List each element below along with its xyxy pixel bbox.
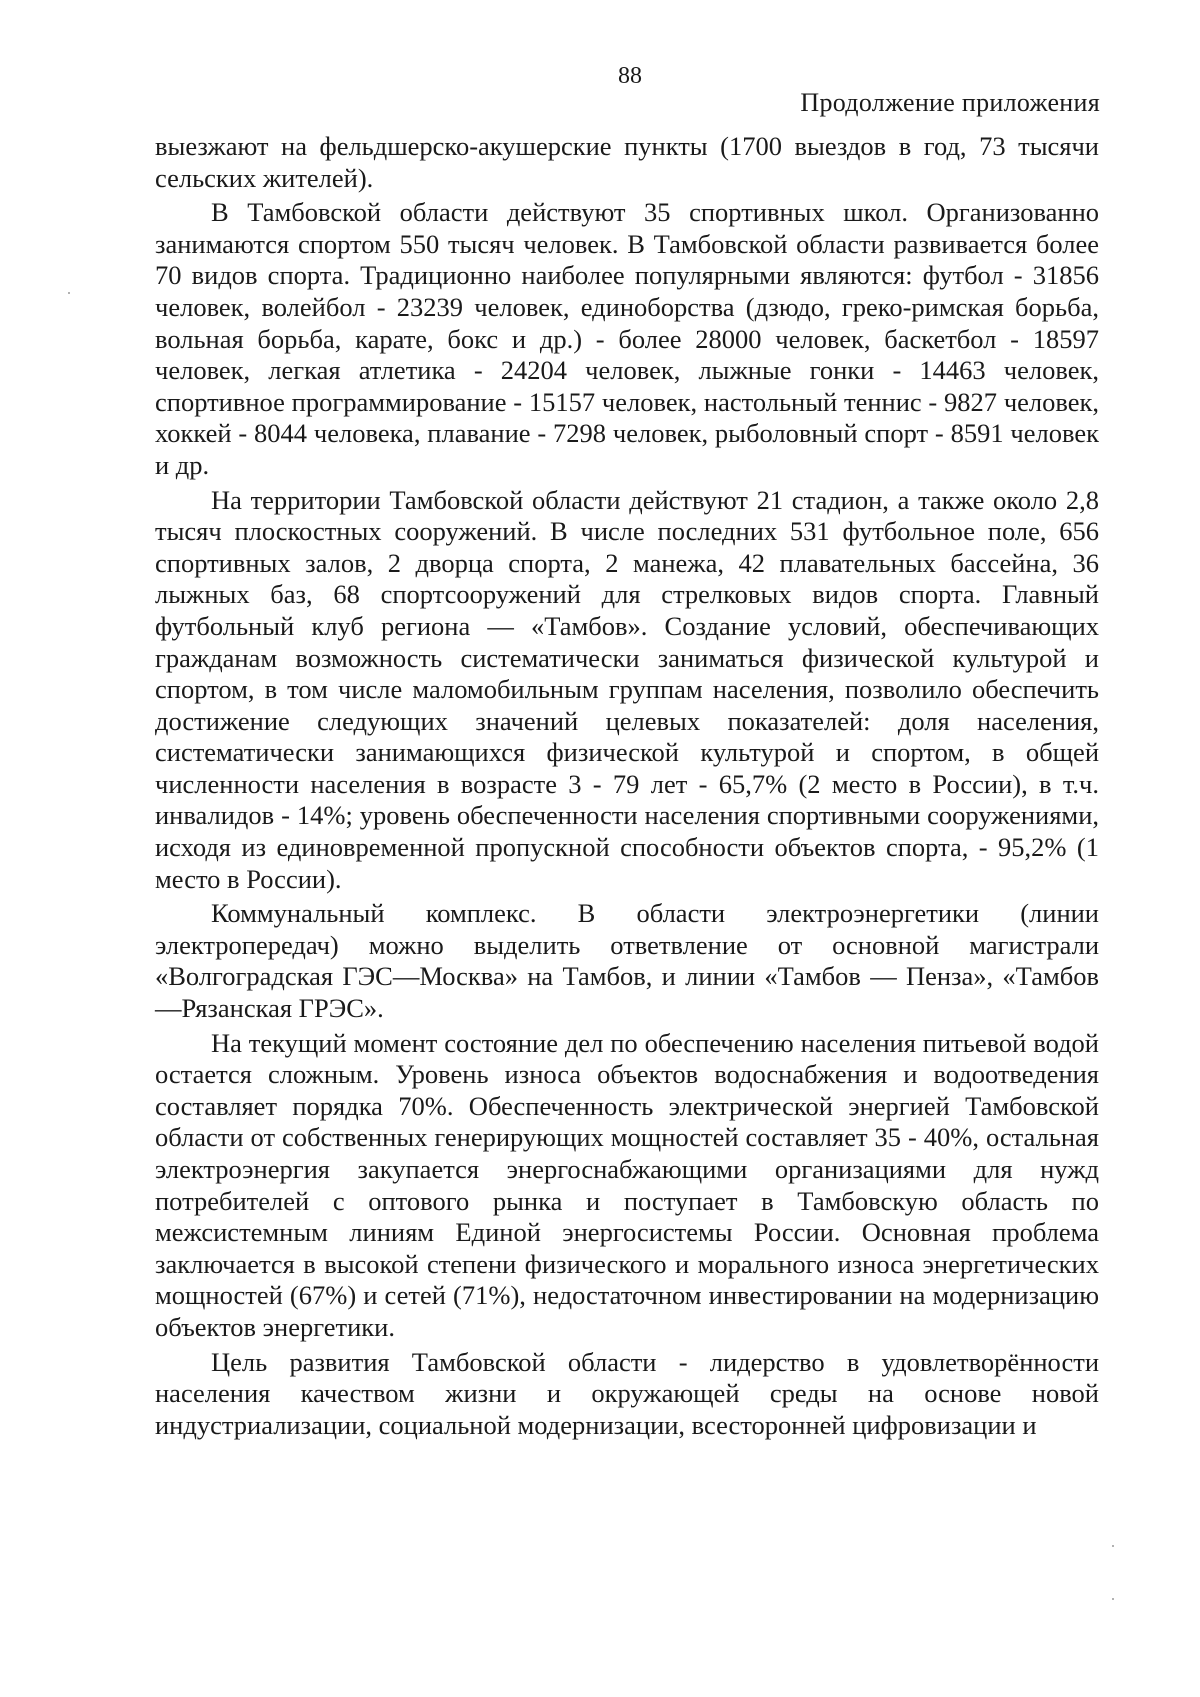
scan-speck: [68, 292, 70, 294]
paragraph-communal-complex: Коммунальный комплекс. В области электроэнергетики (линии электропередач) можно выделить ответвление от основной магистрали «Волгоградская ГЭС—Москва» на Тамбов, и линии «Тамбов — Пенза», «Тамбов—Рязанская ГРЭС».: [155, 898, 1099, 1024]
paragraph-water-energy: На текущий момент состояние дел по обеспечению населения питьевой водой остается сложным. Уровень износа объектов водоснабжения и водоотведения составляет порядка 70%. Обеспеченность электрической энергией Тамбовской области от собственных генерирующих мощностей составляет 35 - 40%, остальная электроэнергия закупается энергоснабжающими организациями для нужд потребителей с оптового рынка и поступает в Тамбовскую область по межсистемным линиям Единой энергосистемы России. Основная проблема заключается в высокой степени физического и морального износа энергетических мощностей (67%) и сетей (71%), недостаточном инвестировании на модернизацию объектов энергетики.: [155, 1027, 1099, 1342]
scan-speck: [1112, 1545, 1114, 1547]
paragraph-sports-facilities: На территории Тамбовской области действуют 21 стадион, а также около 2,8 тысяч плоскостных сооружений. В числе последних 531 футбольное поле, 656 спортивных залов, 2 дворца спорта, 2 манежа, 42 плавательных бассейна, 36 лыжных баз, 68 спортсооружений для стрелковых видов спорта. Главный футбольный клуб региона — «Тамбов». Создание условий, обеспечивающих гражданам возможность систематически заниматься физической культурой и спортом, в том числе маломобильным группам населения, позволило обеспечить достижение следующих значений целевых показателей: доля населения, систематически занимающихся физической культурой и спортом, в общей численности населения в возрасте 3 - 79 лет - 65,7% (2 место в России), в т.ч. инвалидов - 14%; уровень обеспеченности населения спортивными сооружениями, исходя из единовременной пропускной способности объектов спорта, - 95,2% (1 место в России).: [155, 484, 1099, 894]
document-body: [155, 131, 1099, 1444]
paragraph-medical-trips: выезжают на фельдшерско-акушерские пункты (1700 выездов в год, 73 тысячи сельских жителей).: [155, 131, 1099, 193]
continuation-label: Продолжение приложения: [800, 88, 1100, 117]
paragraph-development-goal: Цель развития Тамбовской области - лидерство в удовлетворённости населения качеством жизни и окружающей среды на основе новой индустриализации, социальной модернизации, всесторонней цифровизации и: [155, 1346, 1099, 1440]
paragraph-sports-schools: В Тамбовской области действуют 35 спортивных школ. Организованно занимаются спортом 550 тысяч человек. В Тамбовской области развивается более 70 видов спорта. Традиционно наиболее популярными являются: футбол - 31856 человек, волейбол - 23239 человек, единоборства (дзюдо, греко-римская борьба, вольная борьба, карате, бокс и др.) - более 28000 человек, баскетбол - 18597 человек, легкая атлетика - 24204 человек, лыжные гонки - 14463 человек, спортивное программирование - 15157 человек, настольный теннис - 9827 человек, хоккей - 8044 человека, плавание - 7298 человек, рыболовный спорт - 8591 человек и др.: [155, 197, 1099, 480]
page-number: 88: [618, 63, 642, 89]
scan-speck: [1112, 1598, 1114, 1600]
